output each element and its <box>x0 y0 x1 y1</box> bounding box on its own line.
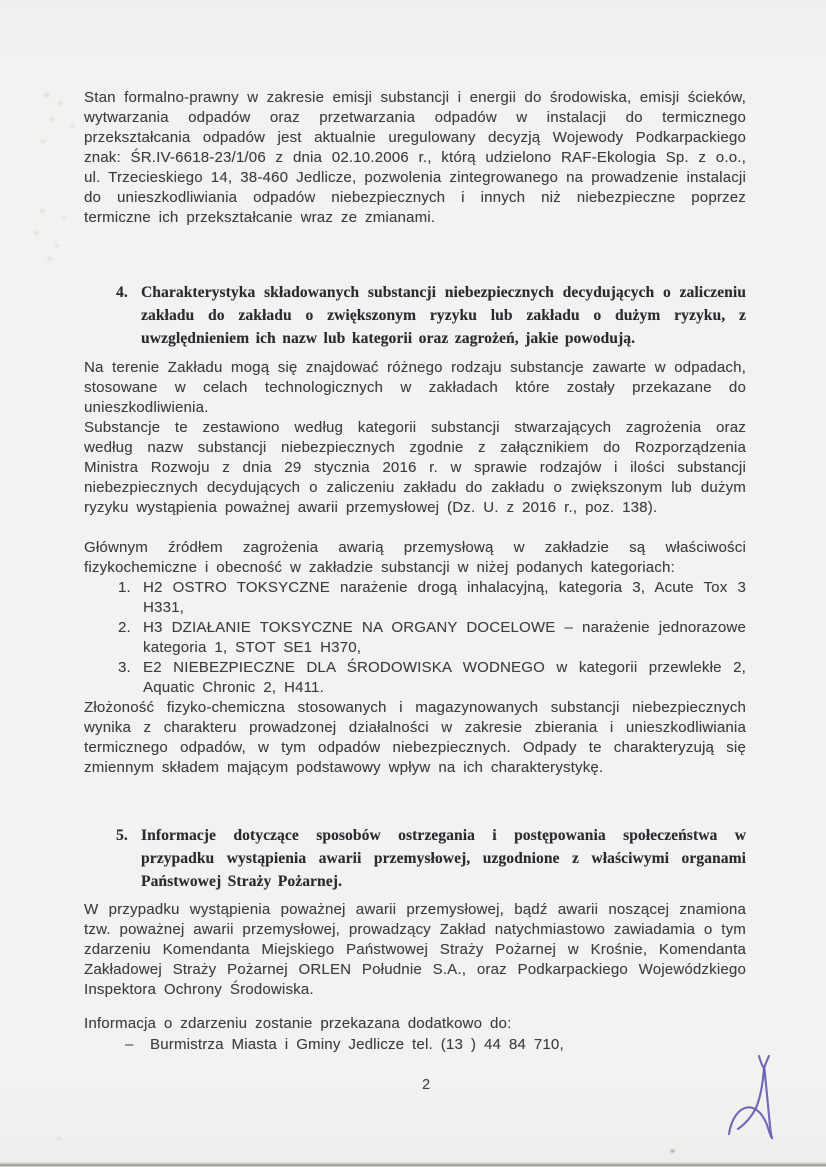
hazard-list-item-3 <box>84 658 746 698</box>
section-4-paragraph-regulation: Substancje te zestawiono według kategorii substancji stwarzających zagrożenia oraz według nazw substancji niebezpiecznych zgodnie z załącznikiem do Rozporządzenia Ministra Rozwoju z dnia 29 stycznia 2016 r. w sprawie rodzajów i ilości substancji niebezpiecznych decydujących o zaliczeniu zakładu do zakładu o zwiększonym lub dużym ryzyku wystąpienia poważnej awarii przemysłowej (Dz. U. z 2016 r., poz. 138). <box>84 419 746 516</box>
scan-bottom-edge <box>0 1162 826 1167</box>
scan-smudge <box>34 231 39 235</box>
list-item-number: 2. <box>118 619 131 636</box>
scan-speck <box>670 1149 675 1153</box>
section-5-paragraph-notification: W przypadku wystąpienia poważnej awarii przemysłowej, bądź awarii noszącej znamiona tzw. poważnej awarii przemysłowej, prowadzący Zakład natychmiastowo zawiadamia o tym zdarzeniu Komendanta Miejskiego Państwowej Straży Pożarnej w Krośnie, Komendanta Zakładowej Straży Pożarnej ORLEN Południe S.A., oraz Podkarpackiego Wojewódzkiego Inspektora Ochrony Środowiska. <box>84 901 746 998</box>
scan-smudge <box>50 117 54 121</box>
contact-list-item-text: Burmistrza Miasta i Gminy Jedlicze tel. (13 ) 44 84 710, <box>150 1036 564 1053</box>
scan-smudge <box>41 140 45 143</box>
contact-list-item <box>84 1035 746 1055</box>
intro-paragraph: Stan formalno-prawny w zakresie emisji substancji i energii do środowiska, emisji ścieków, wytwarzania odpadów oraz przetwarzania odpadów w instalacji do termicznego przekształcania odpadów jest aktualnie uregulowany decyzją Wojewody Podkarpackiego znak: ŚR.IV-6618-23/1/06 z dnia 02.10.2006 r., którą udzielono RAF-Ekologia Sp. z o.o., ul. Trzecieskiego 14, 38-460 Jedlicze, pozwolenia zintegrowanego na prowadzenie instalacji do unieszkodliwiania odpadów niebezpiecznych i innych niż niebezpieczne poprzez termiczne ich przekształcanie wraz ze zmianami. <box>84 89 746 226</box>
section-4-paragraph-complexity: Złożoność fizyko-chemiczna stosowanych i magazynowanych substancji niebezpiecznych wynika z charakteru prowadzonej działalności w zakresie zbierania i unieszkodliwiania termicznego odpadów, w tym odpadów niebezpiecznych. Odpady te charakteryzują się zmiennym składem mającym podstawowy wpływ na ich charakterystykę. <box>84 699 746 776</box>
scan-speck <box>57 1137 61 1140</box>
scan-smudge <box>70 124 75 127</box>
section-4-paragraph-overview: Na terenie Zakładu mogą się znajdować różnego rodzaju substancje zawarte w odpadach, stosowane w celach technologicznych w zakładach które zostały przekazane do unieszkodliwienia. <box>84 359 746 416</box>
section-4-heading <box>84 281 746 350</box>
section-4-title: Charakterystyka składowanych substancji niebezpiecznych decydujących o zaliczeniu zakładu do zakładu o zwiększonym ryzyku lub zakładu o dużym ryzyku, z uwzględnieniem ich nazw lub kategorii oraz zagrożeń, jakie powodują. <box>141 284 746 347</box>
scan-smudge <box>62 217 66 220</box>
scan-smudge <box>44 93 50 97</box>
list-item-text: H2 OSTRO TOKSYCZNE narażenie drogą inhalacyjną, kategoria 3, Acute Tox 3 H331, <box>143 579 746 616</box>
section-5-heading <box>84 824 746 893</box>
section-4-number: 4. <box>116 284 128 301</box>
scan-smudge <box>55 244 59 247</box>
list-item-number: 1. <box>118 579 131 596</box>
hazard-list-item-1 <box>84 578 746 618</box>
list-item-text: H3 DZIAŁANIE TOKSYCZNE NA ORGANY DOCELOWE – narażenie jednorazowe kategoria 1, STOT SE1 H370, <box>143 619 746 656</box>
list-item-text: E2 NIEBEZPIECZNE DLA ŚRODOWISKA WODNEGO w kategorii przewlekłe 2, Aquatic Chronic 2, H411. <box>143 659 746 696</box>
section-5-number: 5. <box>116 827 128 844</box>
scan-smudge <box>40 209 45 213</box>
dash-bullet: – <box>125 1036 134 1053</box>
scan-smudge <box>58 101 63 105</box>
section-5-paragraph-additional-info: Informacja o zdarzeniu zostanie przekazana dodatkowo do: <box>84 1015 512 1032</box>
section-5-title: Informacje dotyczące sposobów ostrzegania i postępowania społeczeństwa w przypadku wystąpienia awarii przemysłowej, uzgodnione z właściwymi organami Państwowej Straży Pożarnej. <box>141 827 746 890</box>
scan-smudge <box>47 257 52 260</box>
page-number: 2 <box>421 1077 431 1093</box>
handwritten-initial-signature <box>700 1030 826 1167</box>
list-item-number: 3. <box>118 659 131 676</box>
hazard-category-list <box>84 578 746 698</box>
hazard-list-item-2 <box>84 618 746 658</box>
section-4-paragraph-hazard-source: Głównym źródłem zagrożenia awarią przemysłową w zakładzie są właściwości fizykochemiczne i obecność w zakładzie substancji w niżej podanych kategoriach: <box>84 539 746 576</box>
